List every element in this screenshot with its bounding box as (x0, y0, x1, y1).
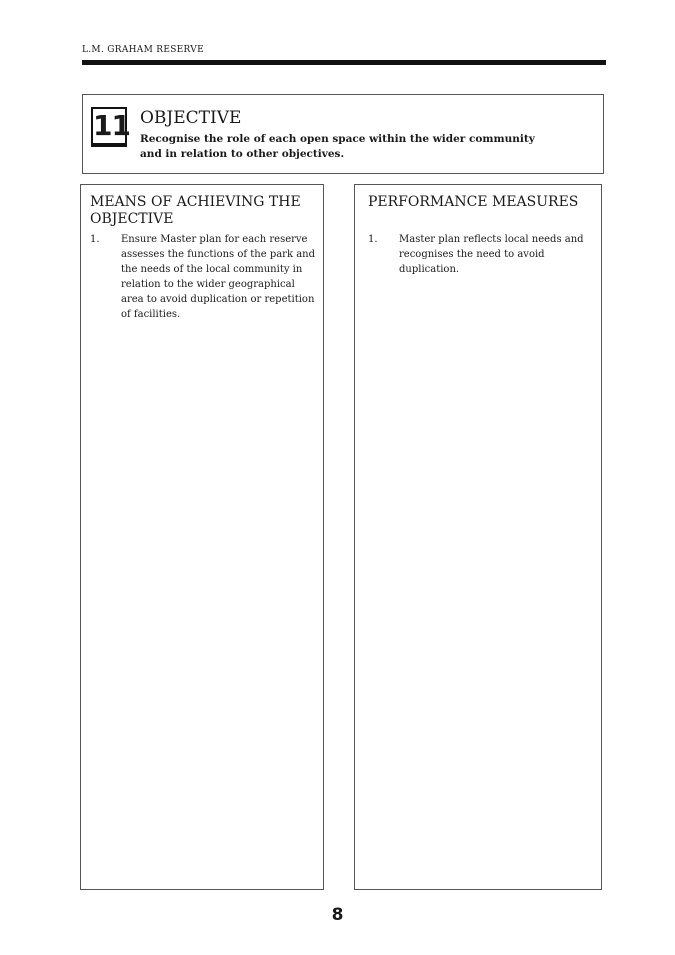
page-number: 8 (331, 905, 344, 925)
running-header: L.M. GRAHAM RESERVE (82, 45, 204, 55)
means-item-text: Ensure Master plan for each reserve assesses the functions of the park and the needs of the local community in relation to the wider geographical area to avoid duplication or repetition of facilities. (121, 234, 316, 320)
performance-item-number: 1. (368, 234, 378, 245)
objective-heading: OBJECTIVE (140, 108, 242, 128)
means-column (80, 184, 324, 890)
objective-number: 11 (91, 107, 127, 145)
means-heading: MEANS OF ACHIEVING THE OBJECTIVE (90, 194, 301, 227)
performance-column (354, 184, 602, 890)
objective-box (82, 94, 604, 174)
objective-text: Recognise the role of each open space within the wider community and in relation to other objectives. (140, 133, 535, 160)
performance-heading: PERFORMANCE MEASURES (368, 194, 579, 210)
header-rule (82, 60, 606, 65)
performance-item-text: Master plan reflects local needs and recognises the need to avoid duplication. (399, 234, 584, 275)
means-item-number: 1. (90, 234, 100, 245)
